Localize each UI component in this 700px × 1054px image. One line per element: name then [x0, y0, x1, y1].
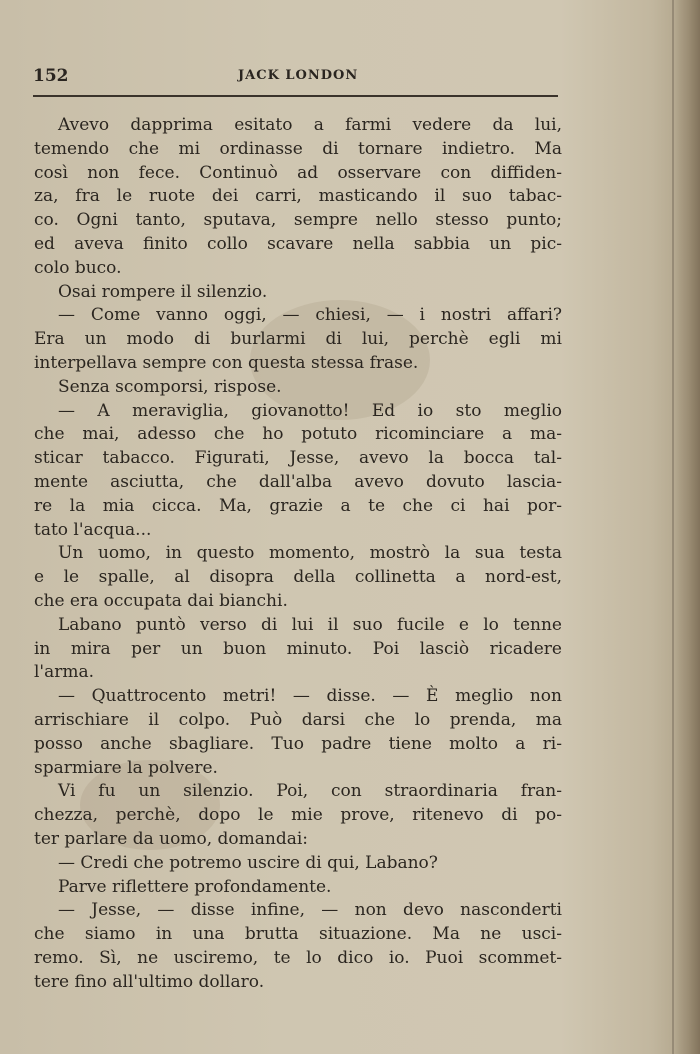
- text-line: tato l'acqua...: [34, 519, 152, 540]
- text-line: interpellava sempre con questa stessa frase.: [34, 352, 419, 373]
- text-line: ed aveva finito collo scavare nella sabbia un pic-: [34, 233, 562, 254]
- text-line: — Jesse, — disse infine, — non devo nasconderti: [58, 900, 562, 921]
- text-line: in mira per un buon minuto. Poi lasciò ricadere: [34, 638, 562, 659]
- text-line: Era un modo di burlarmi di lui, perchè egli mi: [34, 329, 562, 350]
- text-line: za, fra le ruote dei carri, masticando il suo tabac-: [34, 186, 562, 207]
- text-line: temendo che mi ordinasse di tornare indietro. Ma: [34, 138, 562, 159]
- text-line: l'arma.: [34, 662, 95, 683]
- text-line: — Come vanno oggi, — chiesi, — i nostri affari?: [58, 305, 562, 326]
- text-line: e le spalle, al disopra della collinetta a nord-est,: [34, 567, 562, 588]
- text-line: co. Ogni tanto, sputava, sempre nello stesso punto;: [34, 210, 562, 231]
- page-number: 152: [33, 66, 69, 86]
- text-line: sparmiare la polvere.: [34, 757, 218, 778]
- text-line: Avevo dapprima esitato a farmi vedere da lui,: [58, 115, 562, 135]
- text-line: — A meraviglia, giovanotto! Ed io sto meglio: [58, 400, 562, 421]
- text-line: Labano puntò verso di lui il suo fucile e lo tenne: [58, 614, 562, 635]
- text-line: posso anche sbagliare. Tuo padre tiene molto a ri-: [34, 733, 562, 754]
- text-line: così non fece. Continuò ad osservare con diffiden-: [34, 162, 562, 183]
- text-line: Osai rompere il silenzio.: [58, 281, 268, 302]
- page-edge: [674, 0, 700, 1054]
- text-line: tere fino all'ultimo dollaro.: [34, 971, 265, 992]
- header-rule: [33, 95, 558, 97]
- text-line: Senza scomporsi, rispose.: [58, 376, 282, 397]
- text-line: che era occupata dai bianchi.: [34, 590, 288, 611]
- text-line: sticar tabacco. Figurati, Jesse, avevo la bocca tal-: [34, 448, 562, 469]
- running-head: JACK LONDON: [238, 68, 359, 83]
- text-line: — Credi che potremo uscire di qui, Labano?: [58, 852, 438, 873]
- text-line: remo. Sì, ne usciremo, te lo dico io. Puoi scommet-: [34, 947, 562, 968]
- text-line: re la mia cicca. Ma, grazie a te che ci hai por-: [34, 495, 562, 516]
- text-line: chezza, perchè, dopo le mie prove, ritenevo di po-: [34, 805, 562, 826]
- text-line: Parve riflettere profondamente.: [58, 876, 332, 897]
- text-line: colo buco.: [34, 257, 122, 278]
- text-line: Vi fu un silenzio. Poi, con straordinaria fran-: [58, 781, 562, 802]
- text-line: mente asciutta, che dall'alba avevo dovuto lascia-: [34, 471, 562, 492]
- page-header: [33, 66, 558, 90]
- text-line: che siamo in una brutta situazione. Ma ne usci-: [34, 924, 562, 945]
- text-line: — Quattrocento metri! — disse. — È meglio non: [58, 686, 562, 707]
- body-text: [34, 114, 562, 994]
- text-line: ter parlare da uomo, domandai:: [34, 828, 309, 849]
- text-line: Un uomo, in questo momento, mostrò la sua testa: [58, 543, 562, 564]
- text-line: arrischiare il colpo. Può darsi che lo prenda, ma: [34, 709, 562, 730]
- text-line: che mai, adesso che ho potuto ricominciare a ma-: [34, 424, 562, 445]
